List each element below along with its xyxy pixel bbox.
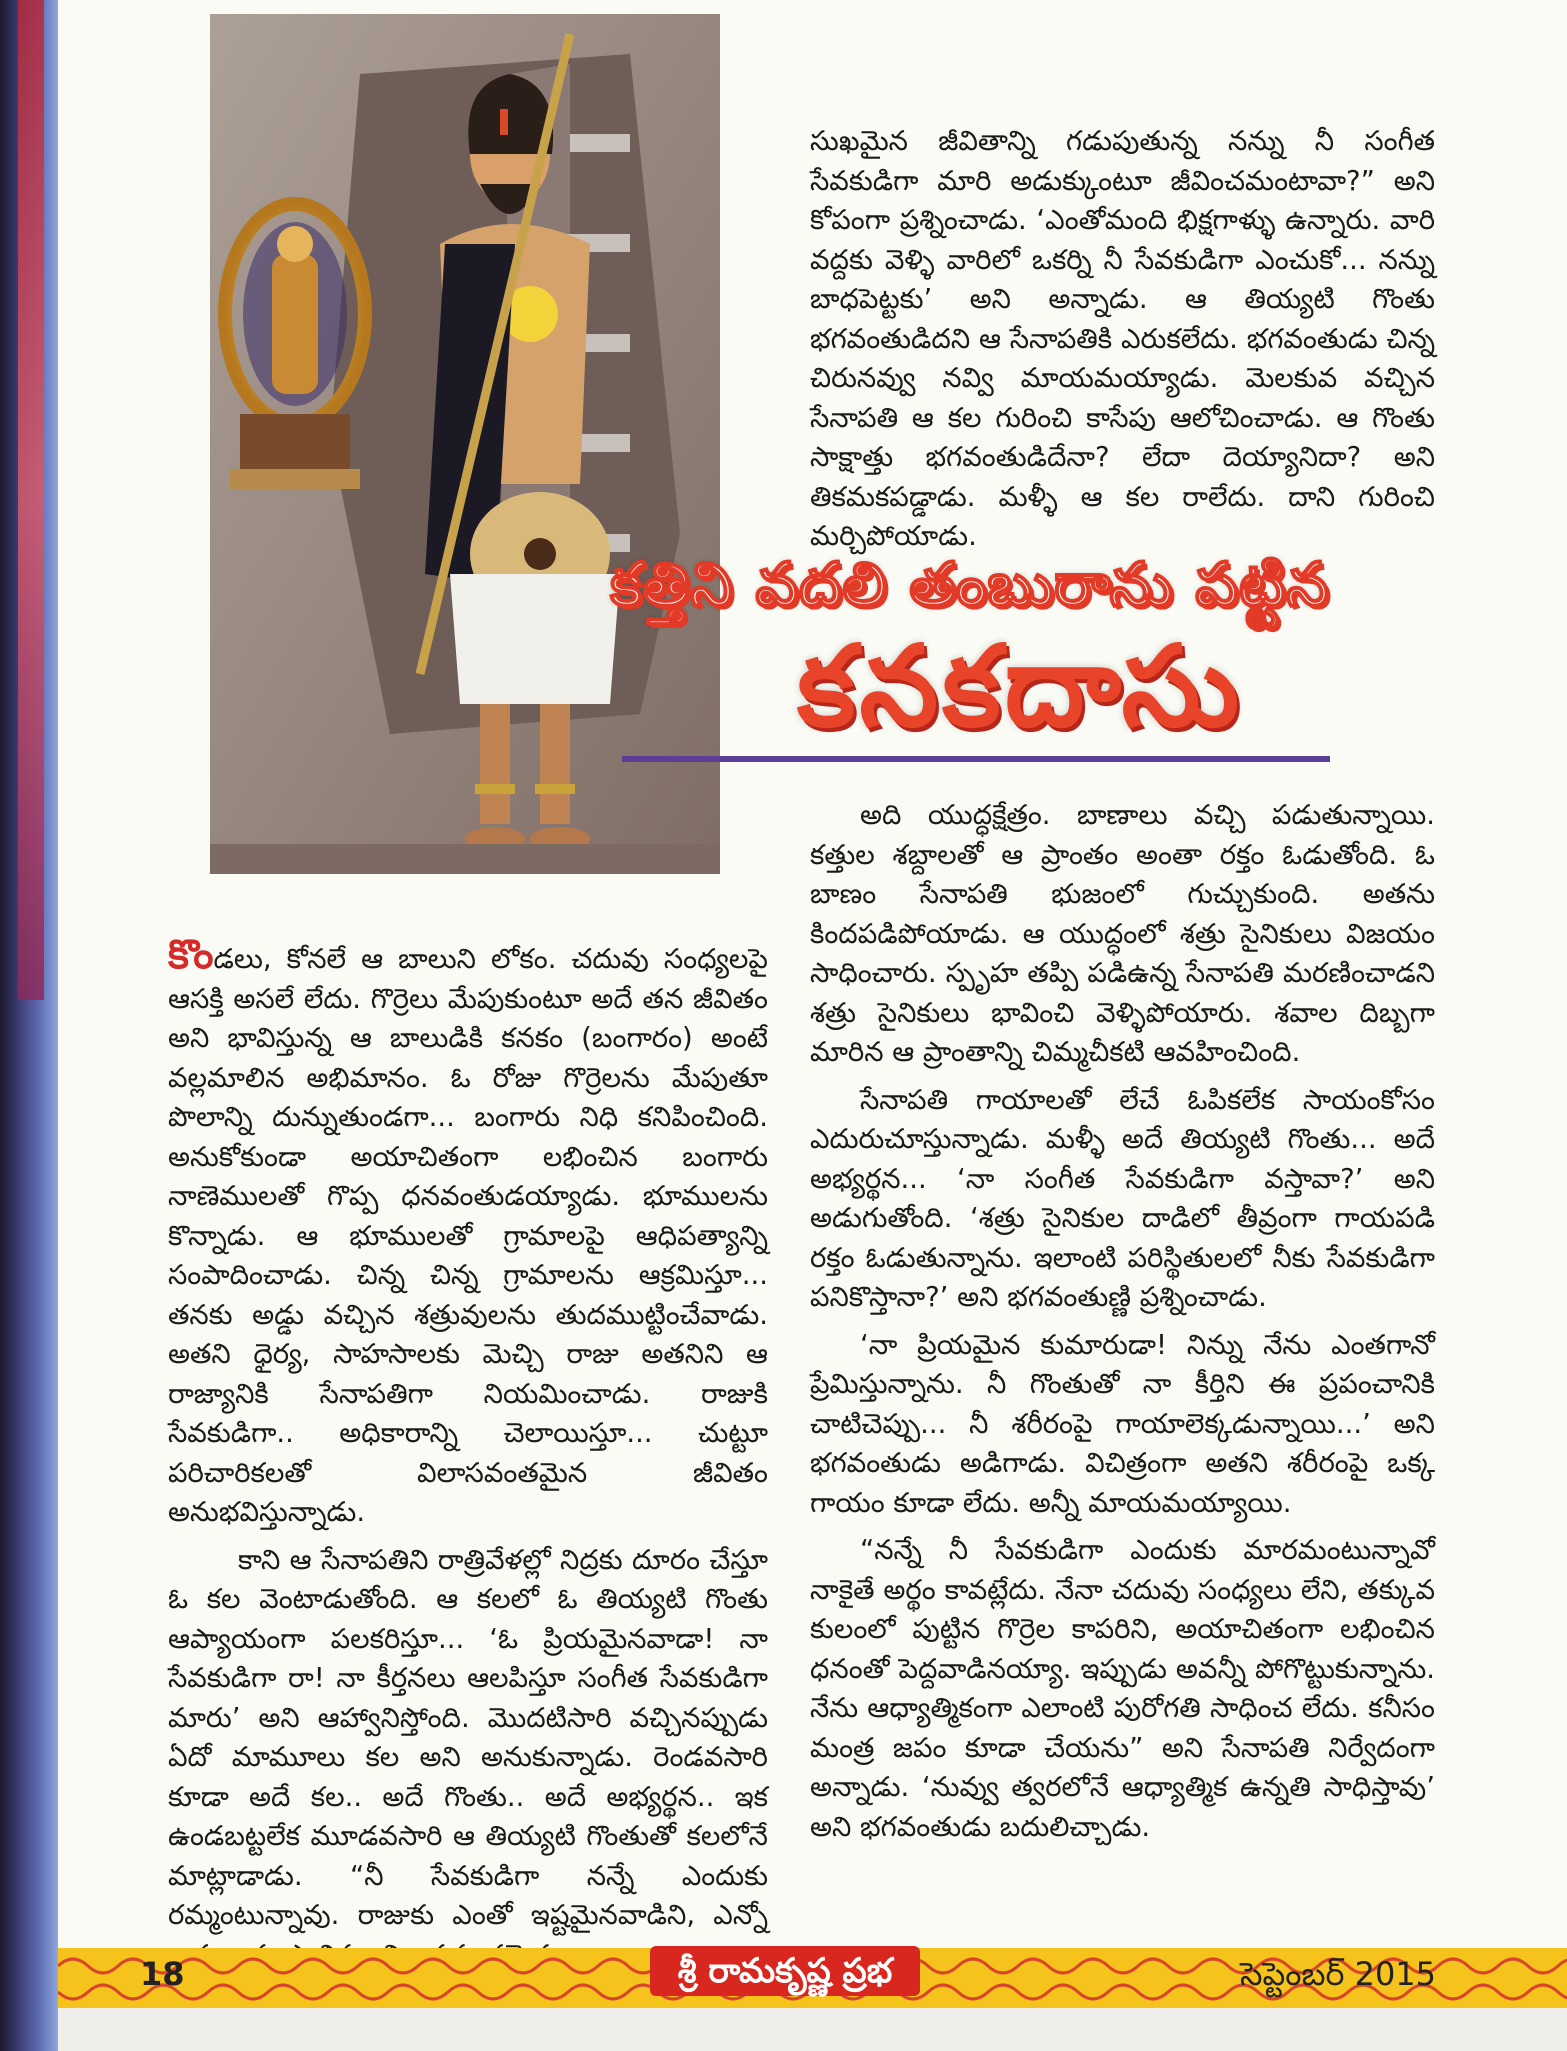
paragraph-2: కాని ఆ సేనాపతిని రాత్రివేళల్లో నిద్రకు దూరం చేస్తూ ఓ కల వెంటాడుతోంది. ఆ కలలో ఓ తియ్యటి గొంతు ఆప్యాయంగా పలకరిస్తూ... ‘ఓ ప్రియమైనవాడా! నా సేవకుడిగా రా! నా కీర్తనలు ఆలపిస్తూ సంగీత సేవకుడిగా మారు’ అని ఆహ్వానిస్తోంది. మొదటిసారి వచ్చినప్పుడు ఏదో మామూలు కల అని అనుకున్నాడు. రెండవసారి కూడా అదే కల.. అదే గొంతు.. అదే అభ్యర్థన.. ఇక ఉండబట్టలేక మూడవసారి ఆ తియ్యటి గొంతుతో కలలోనే మాట్లాడాడు. “నీ సేవకుడిగా నన్నే ఎందుకు రమ్మంటున్నావు. రాజుకు ఎంతో ఇష్టమైనవాడిని, ఎన్నో [168, 1543, 768, 1931]
paragraph: సేనాపతి గాయాలతో లేచే ఓపికలేక సాయంకోసం ఎదురుచూస్తున్నాడు. మళ్ళీ అదే తియ్యటి గొంతు... అదే అభ్యర్థన... ‘నా సంగీత సేవకుడిగా వస్తావా?’ అని అడుగుతోంది. ‘శత్రు సైనికుల దాడిలో తీవ్రంగా గాయపడి రక్తం ఓడుతున్నాను. ఇలాంటి పరిస్థితులలో నీకు సేవకుడిగా పనికొస్తానా?’ అని భగవంతుణ్ణి ప్రశ్నించాడు. [810, 1083, 1435, 1313]
paragraph: “నన్నే నీ సేవకుడిగా ఎందుకు మారమంటున్నావో నాకైతే అర్థం కావట్లేదు. నేనా చదువు సంధ్యలు లేని, తక్కువ కులంలో పుట్టిన గొర్రెల కాపరిని, అయాచితంగా లభించిన ధనంతో పెద్దవాడినయ్యా. ఇప్పుడు అవన్నీ పోగొట్టుకున్నాను. నేను ఆధ్యాత్మికంగా ఎలాంటి పురోగతి సాధించ లేదు. కనీసం మంత్ర జపం కూడా చేయను” అని సేనాపతి నిర్వేదంగా అన్నాడు. ‘నువ్వు త్వరలోనే ఆధ్యాత్మిక ఉన్నతి సాధిస్తావు’ అని భగవంతుడు బదులిచ్చాడు. [810, 1534, 1435, 1843]
binding-edge [18, 0, 44, 1000]
illustration-art [210, 14, 720, 874]
paragraph: అది యుద్ధక్షేత్రం. బాణాలు వచ్చి పడుతున్నాయి. కత్తుల శబ్దాలతో ఆ ప్రాంతం అంతా రక్తం ఓడుతోంది. ఓ బాణం సేనాపతి భుజంలో గుచ్చుకుంది. అతను కిందపడిపోయాడు. ఆ యుద్ధంలో శత్రు సైనికులు విజయం సాధించారు. స్పృహ తప్పి పడిఉన్న సేనాపతి మరణించాడని శత్రు సైనికులు భావించి వెళ్ళిపోయారు. శవాల దిబ్బగా మారిన ఆ ప్రాంతాన్ని చిమ్మచీకటి ఆవహించింది. [810, 799, 1435, 1068]
title-line-2: కనకదాసు [797, 622, 1243, 752]
right-column-bottom [810, 796, 1435, 1855]
paragraph: సుఖమైన జీవితాన్ని గడుపుతున్న నన్ను నీ సంగీత సేవకుడిగా మారి అడుక్కుంటూ జీవించమంటావా?” అని కోపంగా ప్రశ్నించాడు. ‘ఎంతోమంది భిక్షగాళ్ళు ఉన్నారు. వారి వద్దకు వెళ్ళి వారిలో ఒకర్ని నీ సేవకుడిగా ఎంచుకో... నన్ను బాధపెట్టకు’ అని అన్నాడు. ఆ తియ్యటి గొంతు భగవంతుడిదని ఆ సేనాపతికి ఎరుకలేదు. భగవంతుడు చిన్న చిరునవ్వు నవ్వి మాయమయ్యాడు. మెలకువ వచ్చిన సేనాపతి ఆ కల గురించి కాసేపు ఆలోచించాడు. ఆ గొంతు సాక్షాత్తు భగవంతుడిదేనా? లేదా దెయ్యానిదా? అని తికమకపడ్డాడు. మళ్ళీ ఆ కల రాలేదు. దాని గురించి మర్చిపోయాడు. [810, 125, 1435, 552]
title-underline [622, 756, 1330, 762]
paragraph: ‘నా ప్రియమైన కుమారుడా! నిన్ను నేను ఎంతగానో ప్రేమిస్తున్నాను. నీ గొంతుతో నా కీర్తిని ఈ ప్రపంచానికి చాటిచెప్పు... నీ శరీరంపై గాయాలెక్కడున్నాయి...’ అని భగవంతుడు అడిగాడు. విచిత్రంగా అతని శరీరంపై ఒక్క గాయం కూడా లేదు. అన్నీ మాయమయ్యాయి. [810, 1328, 1435, 1519]
issue-date: సెప్టెంబర్ 2015 [1240, 1955, 1437, 1993]
title-line-1: కత్తిని వదలి తంబురాను పట్టిన [610, 550, 1330, 620]
magazine-logo: శ్రీ రామకృష్ణ ప్రభ [650, 1946, 920, 1996]
left-column [168, 932, 768, 1983]
right-column-top [810, 122, 1435, 565]
page-number: 18 [140, 1955, 185, 1993]
drop-cap: కొం [168, 932, 214, 978]
paragraph-1: కొండలు, కోనలే ఆ బాలుని లోకం. చదువు సంధ్యలపై ఆసక్తి అసలే లేదు. గొర్రెలు మేపుకుంటూ అదే తన జీవితం అని భావిస్తున్న ఆ బాలుడికి కనకం (బంగారం) అంటే వల్లమాలిన అభిమానం. ఓ రోజు గొర్రెలను మేపుతూ పొలాన్ని దున్నుతుండగా... బంగారు నిధి కనిపించింది. అనుకోకుండా అయాచితంగా లభించిన బంగారు నాణెములతో గొప్ప ధనవంతుడయ్యాడు. భూములను కొన్నాడు. ఆ భూములతో గ్రామాలపై ఆధిపత్యాన్ని సంపాదించాడు. చిన్న చిన్న గ్రామాలను ఆక్రమిస్తూ... తనకు అడ్డు వచ్చిన శత్రువులను తుదముట్టించేవాడు. అతని ధైర్య, సాహసాలకు మెచ్చి రాజు అతనిని ఆ రాజ్యానికి సేనాపతిగా నియమించాడు. రాజుకి సేవకుడిగా.. అధికారాన్ని చెలాయిస్తూ... చుట్టూ పరిచారికలతో విలాసవంతమైన జీవితం అనుభవిస్తున్నాడు. [168, 932, 768, 1528]
scan-margin [58, 2008, 1567, 2051]
kanakadasa-illustration [210, 14, 720, 874]
